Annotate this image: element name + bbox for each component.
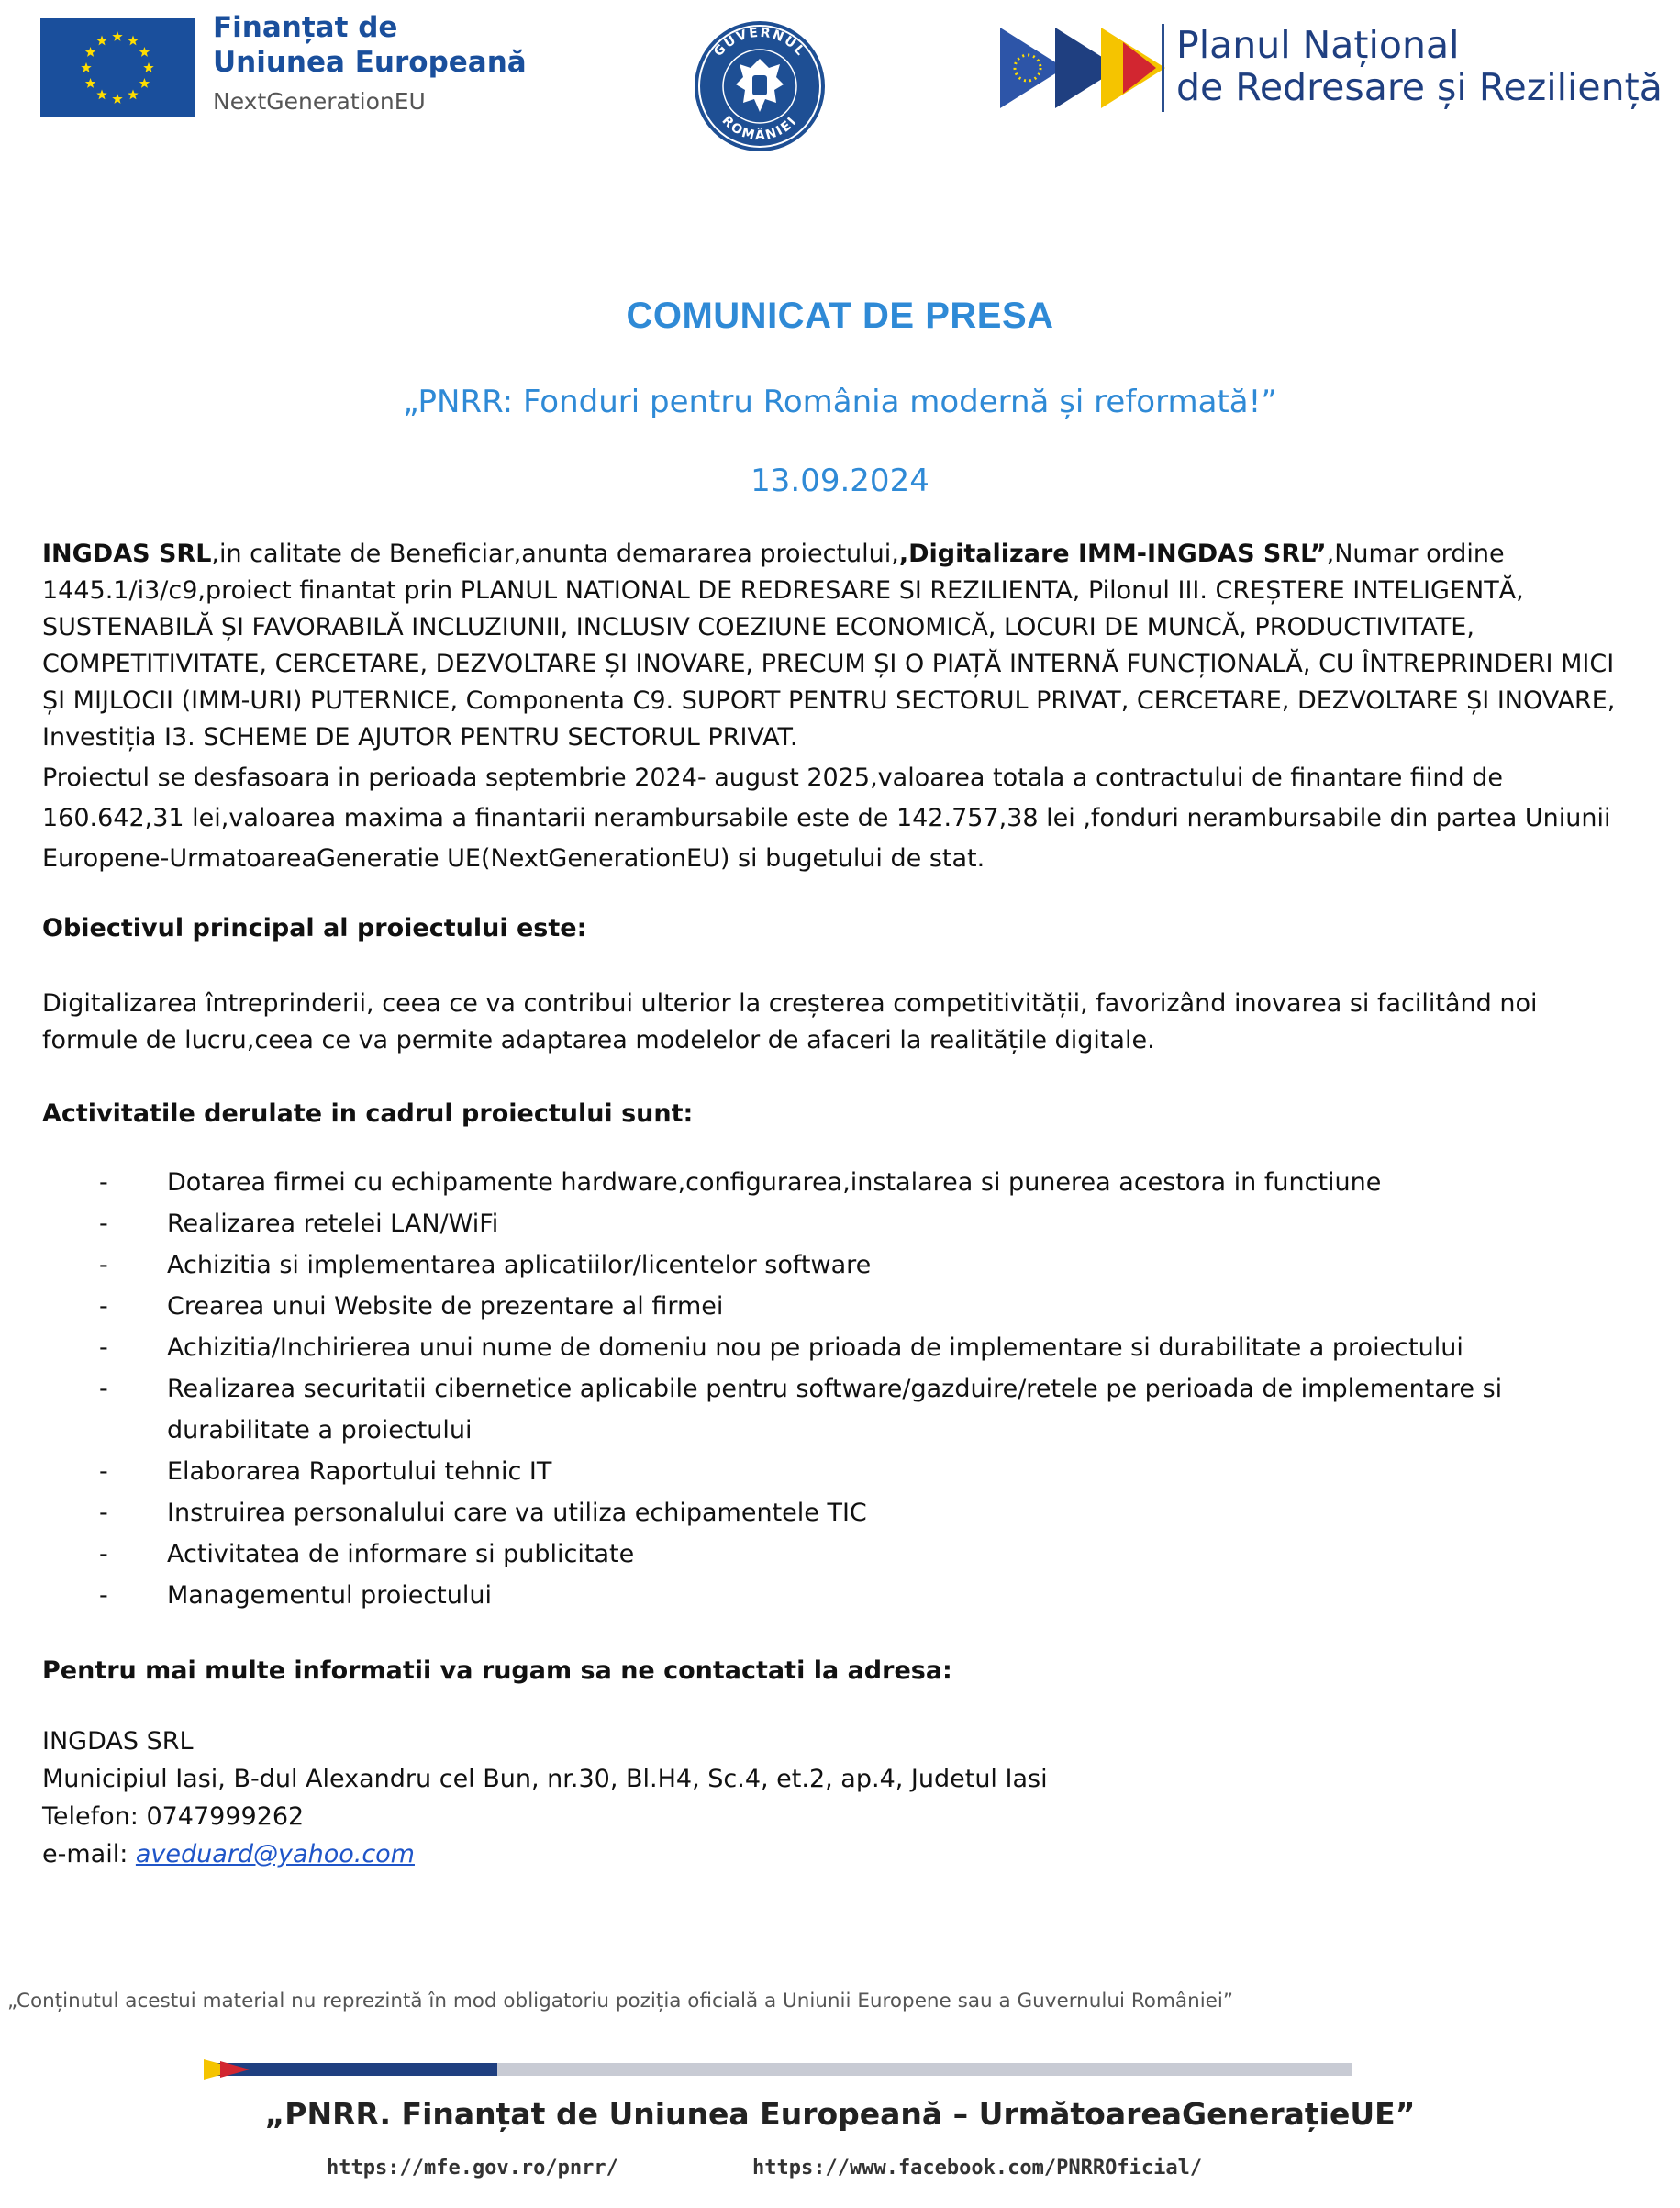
- activity-item: [42, 1327, 1630, 1368]
- activity-item: [42, 1492, 1630, 1533]
- list-dash: -: [99, 1540, 108, 1568]
- svg-text:ROMÂNIEI: ROMÂNIEI: [718, 113, 801, 144]
- footer-disclaimer: „Conținutul acestui material nu reprezintă în mod obligatoriu poziția oficială a Uniunii Europene sau a Guvernului României”: [7, 1990, 1234, 2013]
- activity-text: Managementul proiectului: [167, 1581, 492, 1610]
- contact-company: INGDAS SRL: [42, 1727, 194, 1756]
- activity-text: Instruirea personalului care va utiliza echipamentele TIC: [167, 1499, 867, 1527]
- contact-email-link[interactable]: aveduard@yahoo.com: [135, 1840, 415, 1868]
- pnrr-title-line2: de Redresare și Reziliență: [1176, 65, 1663, 109]
- project-name: ,Digitalizare IMM-INGDAS SRL”: [898, 540, 1327, 568]
- eu-funded-line1: Finanțat de: [213, 11, 398, 44]
- list-dash: -: [99, 1499, 108, 1527]
- contact-address: Municipiul Iasi, B-dul Alexandru cel Bun, nr.30, Bl.H4, Sc.4, et.2, ap.4, Judetul Iasi: [42, 1765, 1048, 1793]
- activity-text: Dotarea firmei cu echipamente hardware,configurarea,instalarea si punerea acestora in functiune: [167, 1168, 1382, 1197]
- eu-funded-line2: Uniunea Europeană: [213, 46, 527, 79]
- activities-heading: Activitatile derulate in cadrul proiectului sunt:: [42, 1099, 694, 1128]
- list-dash: -: [99, 1375, 108, 1403]
- company-name: INGDAS SRL: [42, 540, 212, 568]
- activity-item: [42, 1286, 1630, 1327]
- list-dash: -: [99, 1581, 108, 1610]
- list-dash: -: [99, 1168, 108, 1197]
- activity-item: [42, 1575, 1630, 1616]
- activity-text: Realizarea retelei LAN/WiFi: [167, 1210, 499, 1238]
- eu-flag-icon: [40, 18, 195, 117]
- activity-item: [42, 1451, 1630, 1492]
- government-seal-icon: [692, 18, 828, 154]
- contact-email-label: e-mail:: [42, 1840, 136, 1868]
- objective-text: Digitalizarea întreprinderii, ceea ce va contribui ulterior la creșterea competitivității, favorizând inovarea si facilitând noi formule de lucru,ceea ce va permite adaptarea modelelor de afaceri la realitățile digitale.: [42, 989, 1538, 1054]
- footer-link-mfe[interactable]: https://mfe.gov.ro/pnrr/: [327, 2157, 618, 2180]
- activities-list: [42, 1162, 1630, 1616]
- pnrr-title-line1: Planul Național: [1176, 23, 1460, 67]
- footer-link-facebook[interactable]: https://www.facebook.com/PNRROficial/: [752, 2157, 1203, 2180]
- activity-text: Achizitia si implementarea aplicatiilor/licentelor software: [167, 1251, 872, 1279]
- press-release-title: COMUNICAT DE PRESA: [626, 296, 1054, 336]
- activity-text: Crearea unui Website de prezentare al firmei: [167, 1292, 724, 1321]
- activity-item: [42, 1162, 1630, 1203]
- activity-item: [42, 1203, 1630, 1244]
- contact-phone: Telefon: 0747999262: [42, 1802, 305, 1831]
- list-dash: -: [99, 1292, 108, 1321]
- eu-funded-line3: NextGenerationEU: [213, 88, 426, 115]
- activity-text: Activitatea de informare si publicitate: [167, 1540, 635, 1568]
- list-dash: -: [99, 1333, 108, 1362]
- activity-text: Realizarea securitatii cibernetice aplicabile pentru software/gazduire/retele pe perioada de implementare si durabilitate a proiectului: [167, 1375, 1503, 1444]
- project-details-paragraph: Proiectul se desfasoara in perioada septembrie 2024- august 2025,valoarea totala a contractului de finantare fiind de 160.642,31 lei,valoarea maxima a finantarii nerambursabile este de 142.757,38 lei ,fonduri nerambursabile din partea Uniunii Europene-UrmatoareaGeneratie UE(NextGenerationEU) si bugetului de stat.: [42, 764, 1611, 873]
- contact-heading: Pentru mai multe informatii va rugam sa ne contactati la adresa:: [42, 1656, 952, 1685]
- intro-text-2: ,Numar ordine 1445.1/i3/c9,proiect finantat prin PLANUL NATIONAL DE REDRESARE SI REZILIENTA, Pilonul III. CREȘTERE INTELIGENTĂ, SUSTENABILĂ ȘI FAVORABILĂ INCLUZIUNII, INCLUSIV COEZIUNE ECONOMICĂ, LOCURI DE MUNCĂ, PRODUCTIVITATE, COMPETITIVITATE, CERCETARE, DEZVOLTARE ȘI INOVARE, PRECUM ȘI O PIAȚĂ INTERNĂ FUNCȚIONALĂ, CU ÎNTREPRINDERI MICI ȘI MIJLOCII (IMM-URI) PUTERNICE, Componenta C9. SUPORT PENTRU SECTORUL PRIVAT, CERCETARE, DEZVOLTARE ȘI INOVARE, Investiția I3. SCHEME DE AJUTOR PENTRU SECTORUL PRIVAT.: [42, 540, 1616, 752]
- press-release-date: 13.09.2024: [751, 463, 929, 499]
- list-dash: -: [99, 1251, 108, 1279]
- svg-text:GUVERNUL: GUVERNUL: [711, 25, 809, 60]
- pnrr-separator: [1162, 24, 1164, 112]
- intro-text-1: ,in calitate de Beneficiar,anunta demararea proiectului,: [211, 540, 899, 568]
- activity-text: Achizitia/Inchirierea unui nume de domeniu nou pe prioada de implementare si durabilitate a proiectului: [167, 1333, 1463, 1362]
- footer-decorative-bar: [204, 2059, 1352, 2080]
- footer-slogan: „PNRR. Finanțat de Uniunea Europeană – UrmătoareaGenerațieUE”: [264, 2096, 1416, 2132]
- press-release-subtitle: „PNRR: Fonduri pentru România modernă și reformată!”: [403, 384, 1277, 420]
- activity-item: [42, 1533, 1630, 1575]
- pnrr-logo-icon: [1000, 22, 1167, 114]
- list-dash: -: [99, 1457, 108, 1486]
- activity-item: [42, 1368, 1630, 1451]
- objective-heading: Obiectivul principal al proiectului este:: [42, 914, 587, 942]
- contact-block: [42, 1723, 1630, 1873]
- intro-paragraph: [42, 536, 1630, 756]
- header-logos: [0, 0, 1680, 156]
- document-body: [42, 536, 1630, 1873]
- activity-item: [42, 1244, 1630, 1286]
- list-dash: -: [99, 1210, 108, 1238]
- activity-text: Elaborarea Raportului tehnic IT: [167, 1457, 552, 1486]
